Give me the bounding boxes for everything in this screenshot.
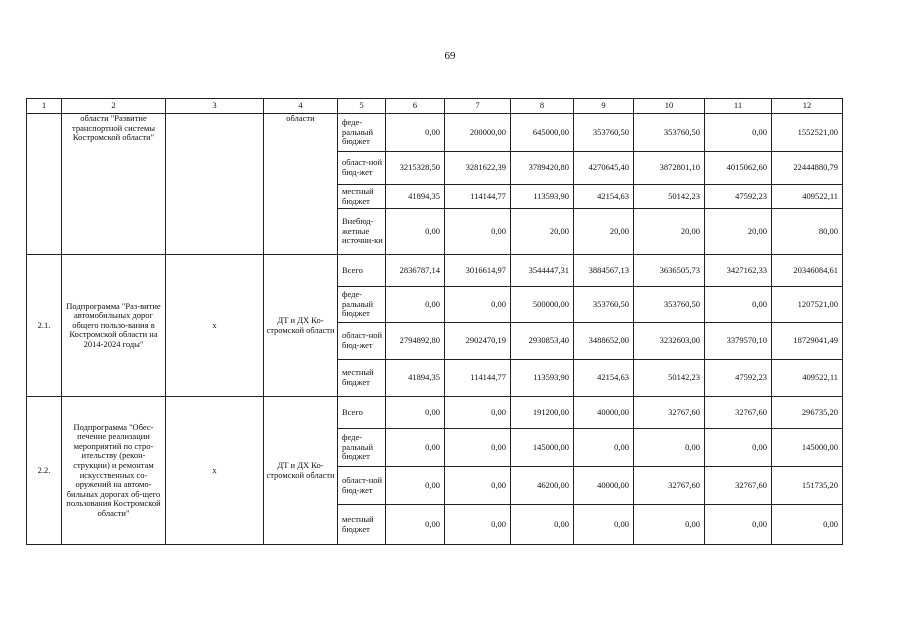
total-cell: 0,00 — [772, 505, 843, 545]
value-cell: 0,00 — [386, 429, 445, 467]
value-cell: 2836787,14 — [386, 255, 445, 287]
value-cell: 47592,23 — [705, 360, 772, 397]
value-cell: 3215328,50 — [386, 152, 445, 185]
funding-source-cell: Всего — [338, 397, 386, 429]
budget-table — [26, 98, 843, 545]
program-name-cell: области "Развитие транспортной системы Костромской области" — [62, 114, 166, 255]
marker-cell: х — [166, 397, 264, 545]
row-number-cell: 2.1. — [27, 255, 62, 397]
funding-source-cell: феде-ральный бюджет — [338, 287, 386, 323]
value-cell: 0,00 — [445, 505, 511, 545]
funding-source-cell: Всего — [338, 255, 386, 287]
column-header: 3 — [166, 99, 264, 114]
value-cell: 353760,50 — [574, 287, 634, 323]
funding-source-cell: местный бюджет — [338, 360, 386, 397]
value-cell: 20,00 — [705, 209, 772, 255]
column-header: 10 — [634, 99, 705, 114]
value-cell: 50142,23 — [634, 360, 705, 397]
funding-source-cell: област-ной бюд-жет — [338, 152, 386, 185]
value-cell: 200000,00 — [445, 114, 511, 152]
value-cell: 0,00 — [386, 397, 445, 429]
column-header: 11 — [705, 99, 772, 114]
value-cell: 0,00 — [705, 505, 772, 545]
value-cell: 0,00 — [705, 287, 772, 323]
value-cell: 2930853,40 — [511, 323, 574, 360]
value-cell: 0,00 — [386, 209, 445, 255]
value-cell: 3016614,97 — [445, 255, 511, 287]
value-cell: 20,00 — [634, 209, 705, 255]
value-cell: 42154,63 — [574, 360, 634, 397]
value-cell: 3488652,00 — [574, 323, 634, 360]
value-cell: 41894,35 — [386, 360, 445, 397]
value-cell: 0,00 — [574, 505, 634, 545]
total-cell: 145000,00 — [772, 429, 843, 467]
value-cell: 0,00 — [705, 429, 772, 467]
row-number-cell: 2.2. — [27, 397, 62, 545]
value-cell: 3427162,33 — [705, 255, 772, 287]
executor-cell: ДТ и ДХ Ко-стромской области — [264, 255, 338, 397]
value-cell: 113593,90 — [511, 360, 574, 397]
column-header: 9 — [574, 99, 634, 114]
table-row — [27, 114, 843, 152]
value-cell: 114144,77 — [445, 360, 511, 397]
total-cell: 296735,20 — [772, 397, 843, 429]
marker-cell: х — [166, 255, 264, 397]
value-cell: 0,00 — [445, 429, 511, 467]
funding-source-cell: Внебюд-жетные источни-ки — [338, 209, 386, 255]
total-cell: 151735,20 — [772, 467, 843, 505]
executor-cell: области — [264, 114, 338, 255]
total-cell: 409522,11 — [772, 360, 843, 397]
value-cell: 0,00 — [386, 467, 445, 505]
value-cell: 20,00 — [511, 209, 574, 255]
value-cell: 3281622,39 — [445, 152, 511, 185]
value-cell: 47592,23 — [705, 185, 772, 209]
value-cell: 500000,00 — [511, 287, 574, 323]
total-cell: 20346084,61 — [772, 255, 843, 287]
value-cell: 3379570,10 — [705, 323, 772, 360]
value-cell: 0,00 — [445, 209, 511, 255]
value-cell: 3884567,13 — [574, 255, 634, 287]
value-cell: 32767,60 — [634, 467, 705, 505]
total-cell: 18729041,49 — [772, 323, 843, 360]
value-cell: 145000,00 — [511, 429, 574, 467]
value-cell: 0,00 — [445, 287, 511, 323]
column-header: 8 — [511, 99, 574, 114]
value-cell: 32767,60 — [634, 397, 705, 429]
value-cell: 42154,63 — [574, 185, 634, 209]
value-cell: 0,00 — [386, 114, 445, 152]
column-number-row — [27, 99, 843, 114]
column-header: 4 — [264, 99, 338, 114]
value-cell: 0,00 — [445, 397, 511, 429]
total-cell: 80,00 — [772, 209, 843, 255]
column-header: 12 — [772, 99, 843, 114]
value-cell: 0,00 — [386, 287, 445, 323]
total-cell: 1552521,00 — [772, 114, 843, 152]
value-cell: 0,00 — [574, 429, 634, 467]
column-header: 7 — [445, 99, 511, 114]
value-cell: 3789420,80 — [511, 152, 574, 185]
column-header: 1 — [27, 99, 62, 114]
value-cell: 40000,00 — [574, 397, 634, 429]
table-row — [27, 255, 843, 287]
column-header: 5 — [338, 99, 386, 114]
value-cell: 4270645,40 — [574, 152, 634, 185]
value-cell: 0,00 — [634, 505, 705, 545]
funding-source-cell: област-ной бюд-жет — [338, 323, 386, 360]
funding-source-cell: феде-ральный бюджет — [338, 114, 386, 152]
funding-source-cell: местный бюджет — [338, 185, 386, 209]
value-cell: 3232603,00 — [634, 323, 705, 360]
value-cell: 32767,60 — [705, 467, 772, 505]
row-number-cell — [27, 114, 62, 255]
total-cell: 409522,11 — [772, 185, 843, 209]
value-cell: 645000,00 — [511, 114, 574, 152]
total-cell: 1207521,00 — [772, 287, 843, 323]
value-cell: 0,00 — [445, 467, 511, 505]
value-cell: 41894,35 — [386, 185, 445, 209]
value-cell: 20,00 — [574, 209, 634, 255]
value-cell: 3872801,10 — [634, 152, 705, 185]
executor-cell: ДТ и ДХ Ко-стромской области — [264, 397, 338, 545]
value-cell: 46200,00 — [511, 467, 574, 505]
value-cell: 353760,50 — [634, 114, 705, 152]
funding-source-cell: феде-ральный бюджет — [338, 429, 386, 467]
program-name-cell: Подпрограмма "Обес-печение реализации мероприятий по стро-ительству (рекон-струкции) и ремонтам искусственных со-оружений на автомо-бильных дорогах об-щего пользования Костромской области" — [62, 397, 166, 545]
column-header: 6 — [386, 99, 445, 114]
value-cell: 0,00 — [705, 114, 772, 152]
value-cell: 32767,60 — [705, 397, 772, 429]
value-cell: 4015062,60 — [705, 152, 772, 185]
funding-source-cell: област-ной бюд-жет — [338, 467, 386, 505]
value-cell: 50142,23 — [634, 185, 705, 209]
value-cell: 353760,50 — [634, 287, 705, 323]
funding-source-cell: местный бюджет — [338, 505, 386, 545]
value-cell: 40000,00 — [574, 467, 634, 505]
value-cell: 0,00 — [634, 429, 705, 467]
value-cell: 2794892,80 — [386, 323, 445, 360]
value-cell: 114144,77 — [445, 185, 511, 209]
value-cell: 3544447,31 — [511, 255, 574, 287]
program-name-cell: Подпрограмма "Раз-витие автомобильных дорог общего пользо-вания в Костромской области на 2014-2024 годы" — [62, 255, 166, 397]
total-cell: 22444880,79 — [772, 152, 843, 185]
value-cell: 2902470,19 — [445, 323, 511, 360]
page-number: 69 — [444, 50, 456, 62]
value-cell: 191200,00 — [511, 397, 574, 429]
column-header: 2 — [62, 99, 166, 114]
value-cell: 0,00 — [511, 505, 574, 545]
value-cell: 353760,50 — [574, 114, 634, 152]
value-cell: 3636505,73 — [634, 255, 705, 287]
value-cell: 113593,90 — [511, 185, 574, 209]
empty-cell — [166, 114, 264, 255]
table-row — [27, 397, 843, 429]
value-cell: 0,00 — [386, 505, 445, 545]
